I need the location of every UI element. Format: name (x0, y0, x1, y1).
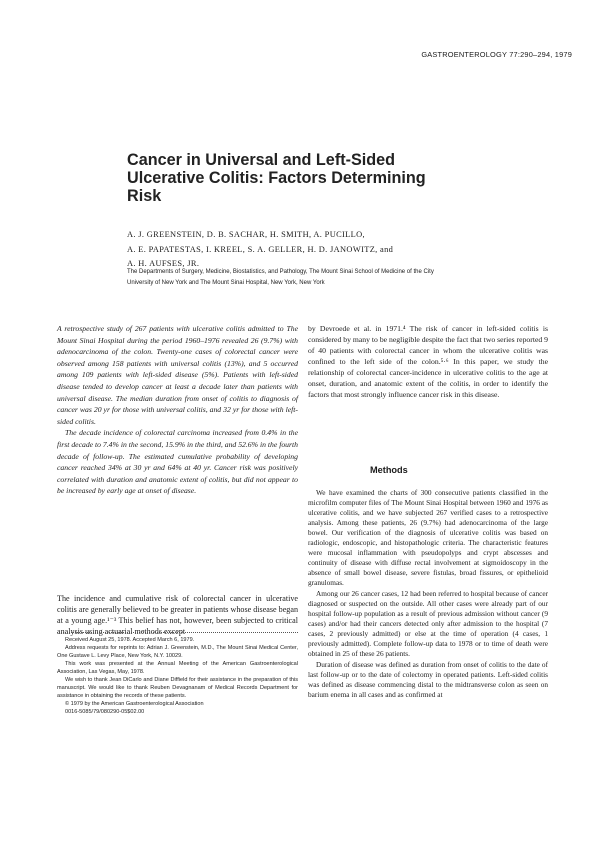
journal-reference: GASTROENTEROLOGY 77:290–294, 1979 (421, 50, 572, 59)
footnote-received: Received August 25, 1978. Accepted March 6, 1979. (65, 637, 195, 643)
introduction (57, 593, 298, 637)
author-list (127, 228, 567, 272)
abstract-paragraph: A retrospective study of 267 patients with ulcerative colitis admitted to The Mount Sinai Hospital during the period 1960–1976 revealed 26 (9.7%) with adenocarcinoma of the colon. Twenty-one cases of colorectal cancer were observed among 158 patients with universal colitis (13%), and 5 occurred among 109 patients with left-sided disease (5%). Patients with left-sided disease tended to develop cancer at least a decade later than patients with universal disease. The median duration from onset of colitis to diagnosis of cancer was 20 yr for those with universal colitis, and 32 yr for those with left-sided colitis. (57, 324, 298, 426)
footnote-copyright: © 1979 by the American Gastroenterological Association (65, 701, 204, 707)
introduction-paragraph: The incidence and cumulative risk of colorectal cancer in ulcerative colitis are generally believed to be greater in patients whose disease began at a young age.¹⁻³ This belief has not, however, been subjected to critical analysis using actuarial methods except (57, 594, 298, 636)
affiliation-line: The Departments of Surgery, Medicine, Biostatistics, and Pathology, The Mount Sinai School of Medicine of the City (127, 269, 434, 275)
footnote-divider (57, 632, 298, 633)
footnote-address: Address requests for reprints to: Adrian J. Greenstein, M.D., The Mount Sinai Medical Center, One Gustave L. Levy Place, New York, N.Y. 10029. (57, 645, 298, 659)
footnote-code: 0016-5085/79/080290-05$02.00 (65, 709, 145, 715)
author-line: A. E. PAPATESTAS, I. KREEL, S. A. GELLER, H. D. JANOWITZ, and (127, 244, 394, 254)
abstract (57, 323, 298, 497)
methods-paragraph: Among our 26 cancer cases, 12 had been referred to hospital because of cancer diagnosed or suspected on the outside. All other cases were already part of our hospital follow-up population as a result of previous admission without cancer (9 cases) and/or had their cancers detected only after admission to the hospital (7 cases, 2 previously admitted) or else at the time of operation (4 cases, 1 previously admitted). Complete follow-up data to 1978 or to time of death were obtained in 25 of these 26 patients. (308, 589, 548, 658)
methods-heading: Methods (370, 465, 408, 475)
footnote-thanks: We wish to thank Jean DiCarlo and Diane Diffield for their assistance in the preparation of this manuscript. We would like to thank Reuben Devagnanam of Medical Records Department for assistance in obtaining the records of these patients. (57, 677, 298, 699)
introduction-continued: by Devroede et al. in 1971.⁴ The risk of cancer in left-sided colitis is considered by many to be negligible despite the fact that two series reported 9 of 40 patients with colorectal cancer in whom the ulcerative colitis was confined to the left side of the colon.⁵·⁶ In this paper, we study the relationship of colorectal cancer-incidence in ulcerative colitis to the age at onset, duration, and anatomic extent of the colitis, in order to identify the factors that most strongly influence cancer risk in this disease. (308, 324, 548, 400)
abstract-paragraph: The decade incidence of colorectal carcinoma increased from 0.4% in the first decade to 7.4% in the second, 15.9% in the third, and 52.6% in the fourth decade of follow-up. The estimated cumulative probability of developing cancer reached 34% at 30 yr and 64% at 40 yr. Cancer risk was positively correlated with duration and anatomic extent of colitis, but did not appear to be increased by early age at onset of disease. (57, 428, 298, 496)
affiliation (127, 267, 582, 288)
methods-section (308, 488, 548, 701)
title-line: Cancer in Universal and Left-Sided (127, 151, 396, 169)
footnotes (57, 636, 298, 716)
author-line: A. J. GREENSTEIN, D. B. SACHAR, H. SMITH, A. PUCILLO, (127, 230, 365, 239)
author-line: A. H. AUFSES, JR. (127, 259, 200, 269)
title-line: Risk (127, 186, 162, 205)
methods-paragraph: We have examined the charts of 300 consecutive patients classified in the microfilm computer files of The Mount Sinai Hospital between 1960 and 1976 as ulcerative colitis, and we have subjected 267 verified cases to a retrospective analysis. Among these patients, 26 (9.7%) had adenocarcinoma of the large bowel. Our verification of the diagnosis of ulcerative colitis was based on radiologic, endoscopic, and histopathologic criteria. The characteristic features were mucosal inflammation with pseudopolyps and crypt abscesses and continuity of disease with diffuse rectal involvement at sigmoidoscopy in the absence of small bowel disease, severe fistulas, broad fissures, or epithelioid granulomas. (308, 488, 548, 587)
affiliation-line: University of New York and The Mount Sinai Hospital, New York, New York (127, 279, 325, 286)
title-line: Ulcerative Colitis: Factors Determining (127, 168, 426, 187)
methods-paragraph: Duration of disease was defined as duration from onset of colitis to the date of last follow-up or to the date of colectomy in operated patients. Left-sided colitis was defined as disease commencing distal to the midtransverse colon as seen on barium enema in all cases and as confirmed at (308, 660, 548, 699)
right-column-intro (308, 323, 548, 400)
article-title (127, 152, 457, 205)
footnote-presented: This work was presented at the Annual Meeting of the American Gastroenterological Association, Las Vegas, May, 1978. (57, 661, 298, 675)
